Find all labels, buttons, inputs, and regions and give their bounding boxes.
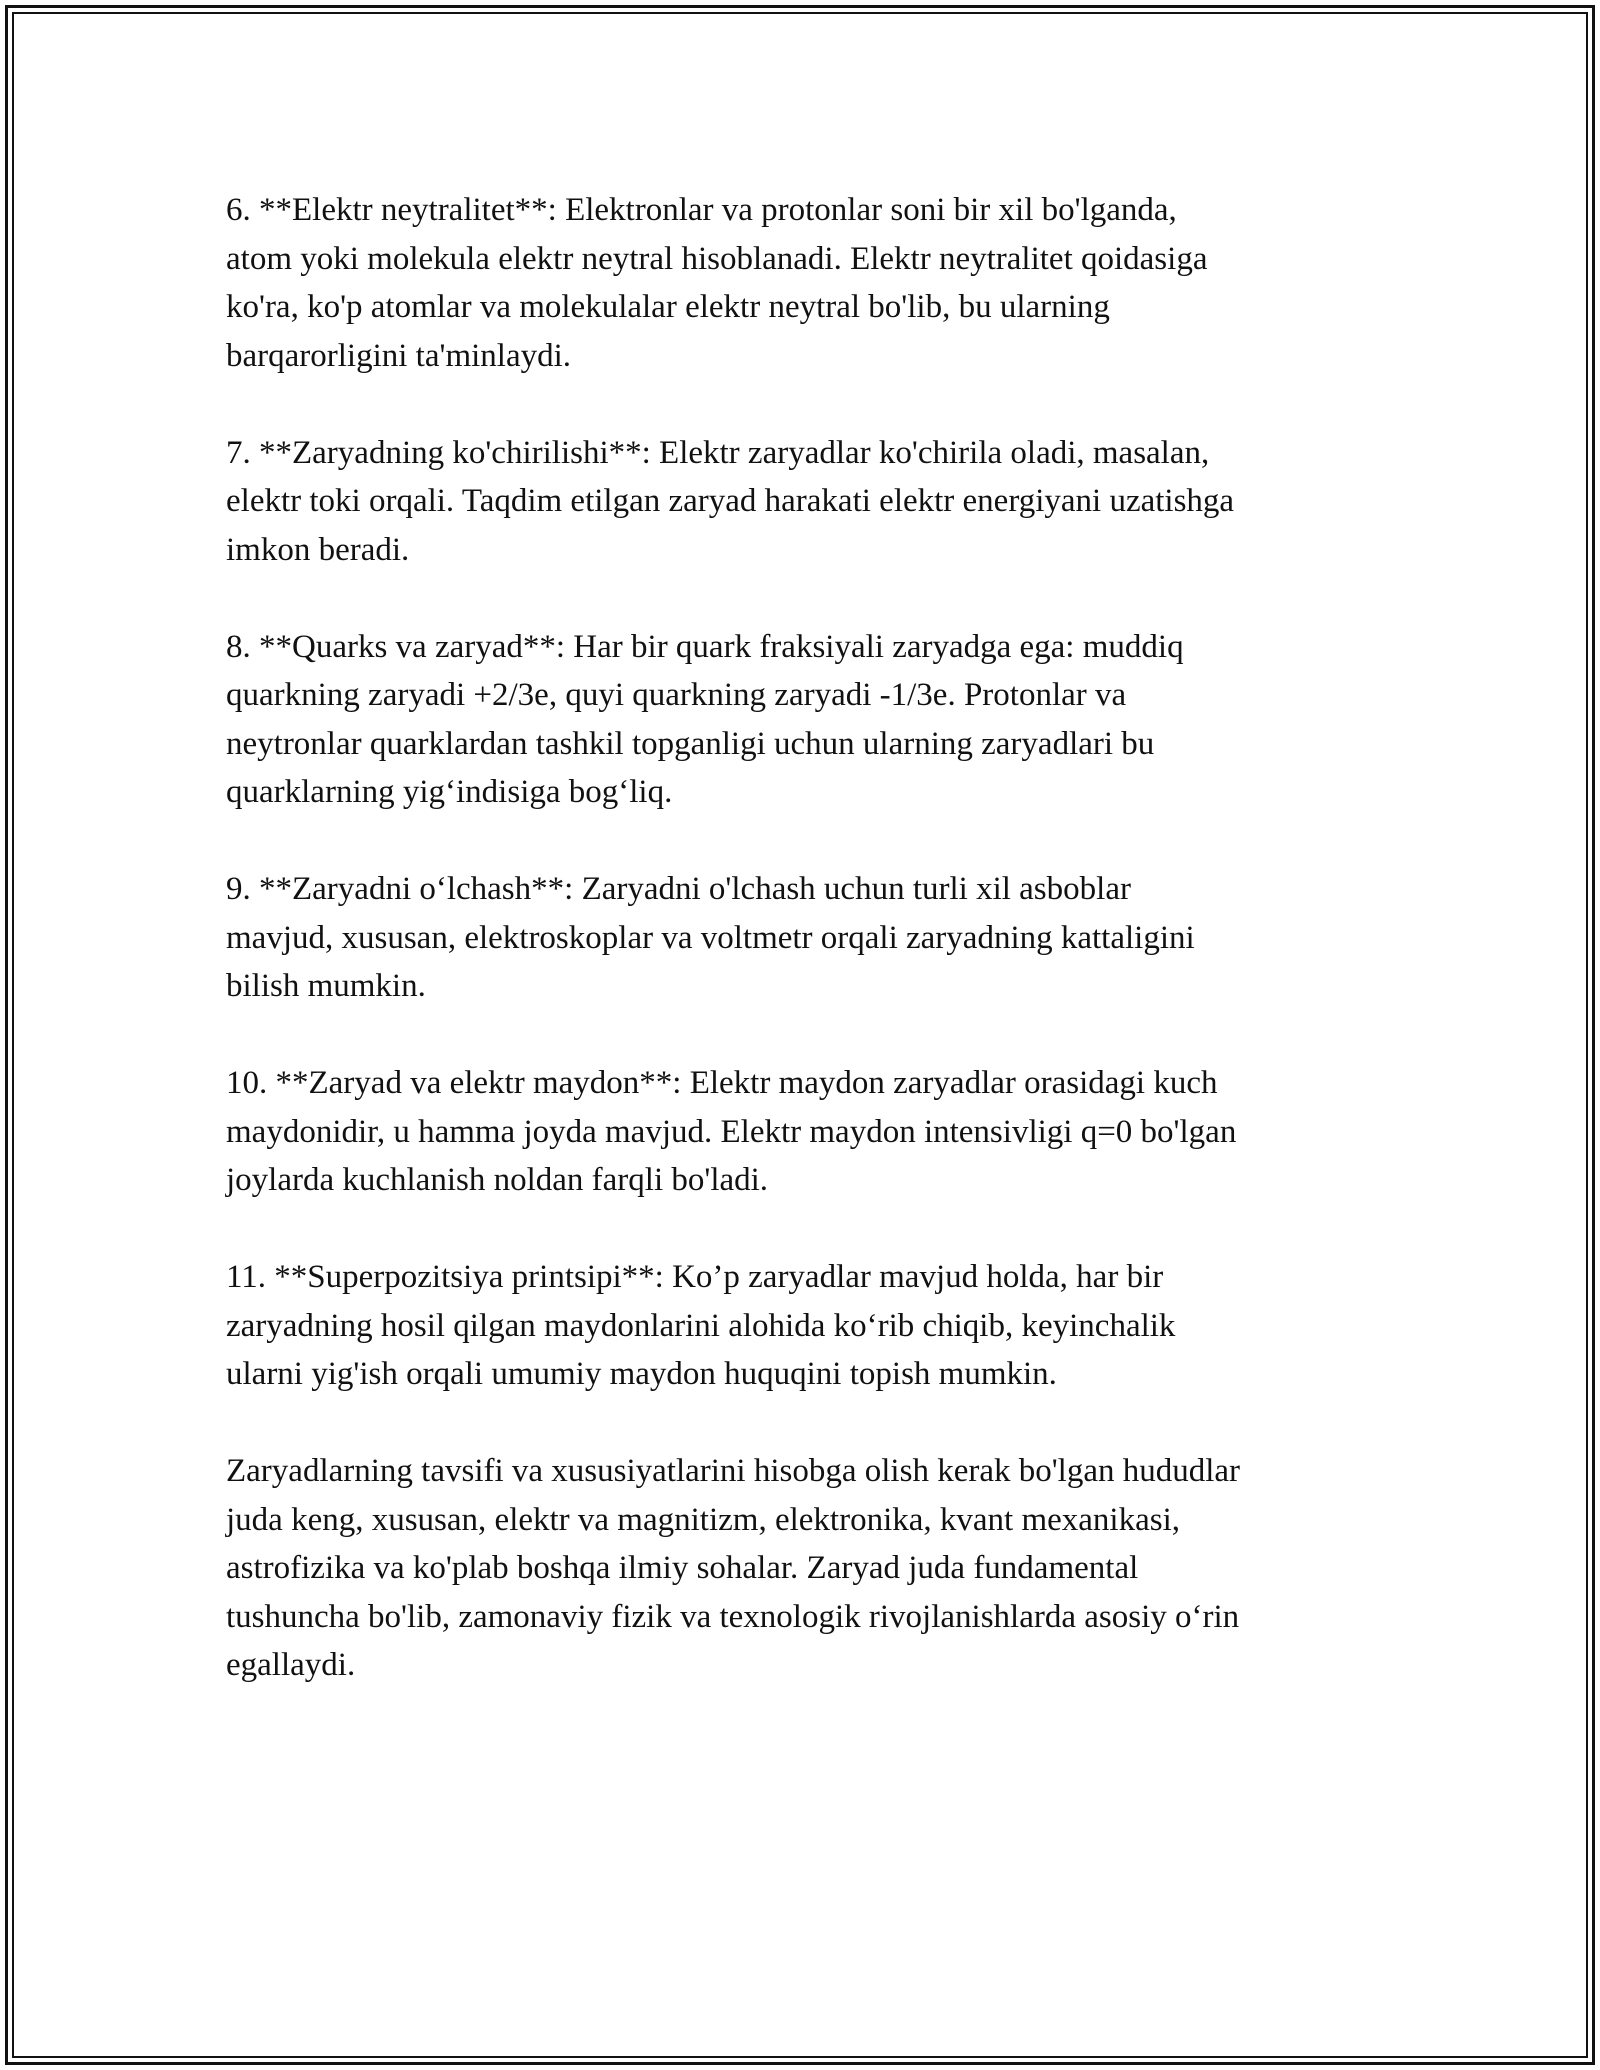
text-line: egallaydi. [226,1647,356,1683]
text-line: neytronlar quarklardan tashkil topganligi uchun ularning zaryadlari bu [226,725,1155,762]
paragraph-superposition [226,1253,1386,1399]
paragraph-electric-neutrality [226,186,1386,380]
text-line: bilish mumkin. [226,968,426,1004]
text-line: quarkning zaryadi +2/3e, quyi quarkning zaryadi -1/3e. Protonlar va [226,677,1127,713]
paragraph-charge-electric-field [226,1059,1386,1205]
text-line: tushuncha bo'lib, zamonaviy fizik va texnologik rivojlanishlarda asosiy o‘rin [226,1598,1240,1635]
text-line: ko'ra, ko'p atomlar va molekulalar elektr neytral bo'lib, bu ularning [226,289,1110,325]
text-line: imkon beradi. [226,531,410,568]
text-line: juda keng, xususan, elektr va magnitizm, elektronika, kvant mexanikasi, [226,1501,1180,1538]
text-line: zaryadning hosil qilgan maydonlarini alohida ko‘rib chiqib, keyinchalik [226,1307,1176,1344]
text-line: 9. **Zaryadni o‘lchash**: Zaryadni o'lchash uchun turli xil asboblar [226,871,1131,907]
paragraph-charge-measurement [226,865,1386,1011]
document-body [226,186,1386,1738]
text-line: ularni yig'ish orqali umumiy maydon huquqini topish mumkin. [226,1356,1057,1392]
text-line: barqarorligini ta'minlaydi. [226,337,572,374]
text-line: mavjud, xususan, elektroskoplar va voltmetr orqali zaryadning kattaligini [226,919,1195,956]
text-line: joylarda kuchlanish noldan farqli bo'ladi. [226,1162,769,1198]
paragraph-charge-transfer [226,429,1386,575]
text-line: 10. **Zaryad va elektr maydon**: Elektr maydon zaryadlar orasidagi kuch [226,1065,1218,1101]
text-line: atom yoki molekula elektr neytral hisoblanadi. Elektr neytralitet qoidasiga [226,240,1208,277]
paragraph-conclusion [226,1447,1386,1690]
paragraph-quarks-charge [226,623,1386,817]
text-line: quarklarning yig‘indisiga bog‘liq. [226,774,673,810]
text-line: 8. **Quarks va zaryad**: Har bir quark fraksiyali zaryadga ega: muddiq [226,628,1184,665]
text-line: maydonidir, u hamma joyda mavjud. Elektr maydon intensivligi q=0 bo'lgan [226,1113,1237,1150]
text-line: elektr toki orqali. Taqdim etilgan zaryad harakati elektr energiyani uzatishga [226,483,1235,519]
text-line: 7. **Zaryadning ko'chirilishi**: Elektr zaryadlar ko'chirila oladi, masalan, [226,434,1210,471]
text-line: 6. **Elektr neytralitet**: Elektronlar va protonlar soni bir xil bo'lganda, [226,192,1177,228]
text-line: Zaryadlarning tavsifi va xususiyatlarini hisobga olish kerak bo'lgan hududlar [226,1453,1241,1489]
text-line: astrofizika va ko'plab boshqa ilmiy sohalar. Zaryad juda fundamental [226,1550,1139,1586]
text-line: 11. **Superpozitsiya printsipi**: Ko’p zaryadlar mavjud holda, har bir [226,1259,1164,1295]
